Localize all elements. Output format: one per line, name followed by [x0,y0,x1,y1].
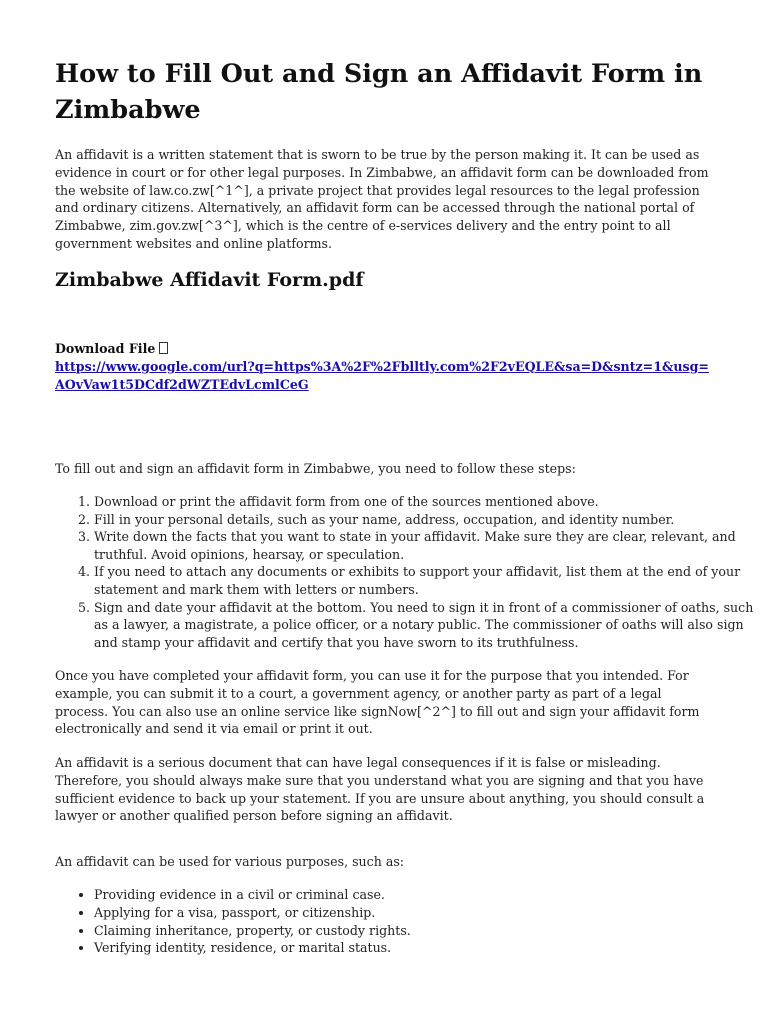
list-item: • Claiming inheritance, property, or custody rights. [94,922,756,940]
list-item: 5. Sign and date your affidavit at the bottom. You need to sign it in front of a commissioner of oaths, such as a lawyer, a magistrate, a police officer, or a notary public. The commissioner of oaths will also sign and stamp your affidavit and certify that you have sworn to its truthfulness. [94,599,756,652]
intro-paragraph: An affidavit is a written statement that is sworn to be true by the person making it. It can be used as evidence in court or for other legal purposes. In Zimbabwe, an affidavit form can be downloaded from the website of law.co.zw[^1^], a private project that provides legal resources to the legal profession and ordinary citizens. Alternatively, an affidavit form can be accessed through the national portal of Zimbabwe, zim.gov.zw[^3^], which is the centre of e-services delivery and the entry point to all government websites and online platforms. [55,147,709,251]
completed-paragraph: Once you have completed your affidavit form, you can use it for the purpose that you intended. For example, you can submit it to a court, a government agency, or another party as part of a legal process. You can also use an online service like signNow[^2^] to fill out and sign your affidavit form electronically and send it via email or print it out. [55,668,700,737]
list-item: • Providing evidence in a civil or criminal case. [94,886,756,904]
list-item: 2. Fill in your personal details, such as your name, address, occupation, and identity number. [94,511,756,529]
list-item: • Applying for a visa, passport, or citizenship. [94,904,756,922]
download-link[interactable]: https://www.google.com/url?q=https%3A%2F%2Fblltly.com%2F2vEQLE&sa=D&sntz=1&usg=AOvVaw1t5DCdf2dWZTEdvLcmlCeG [55,359,709,392]
steps-intro: To fill out and sign an affidavit form in Zimbabwe, you need to follow these steps: [55,461,576,476]
serious-paragraph: An affidavit is a serious document that can have legal consequences if it is false or misleading. Therefore, you should always make sure that you understand what you are signing and that you have sufficient evidence to back up your statement. If you are unsure about anything, you should consult a lawyer or another qualified person before signing an affidavit. [55,755,705,824]
download-label: Download File [55,341,156,356]
file-heading: Zimbabwe Affidavit Form.pdf [55,269,364,291]
uses-list [55,886,756,957]
download-label-row [55,340,717,358]
download-block [55,340,717,394]
uses-intro: An affidavit can be used for various purposes, such as: [55,854,405,869]
page-title: How to Fill Out and Sign an Affidavit Form in Zimbabwe [55,59,703,125]
missing-glyph-icon [159,342,168,354]
list-item: 4. If you need to attach any documents or exhibits to support your affidavit, list them at the end of your statement and mark them with letters or numbers. [94,563,756,598]
list-item: • Verifying identity, residence, or marital status. [94,939,756,957]
list-item: 1. Download or print the affidavit form from one of the sources mentioned above. [94,493,756,511]
steps-list [55,493,756,651]
list-item: 3. Write down the facts that you want to state in your affidavit. Make sure they are clear, relevant, and truthful. Avoid opinions, hearsay, or speculation. [94,528,756,563]
